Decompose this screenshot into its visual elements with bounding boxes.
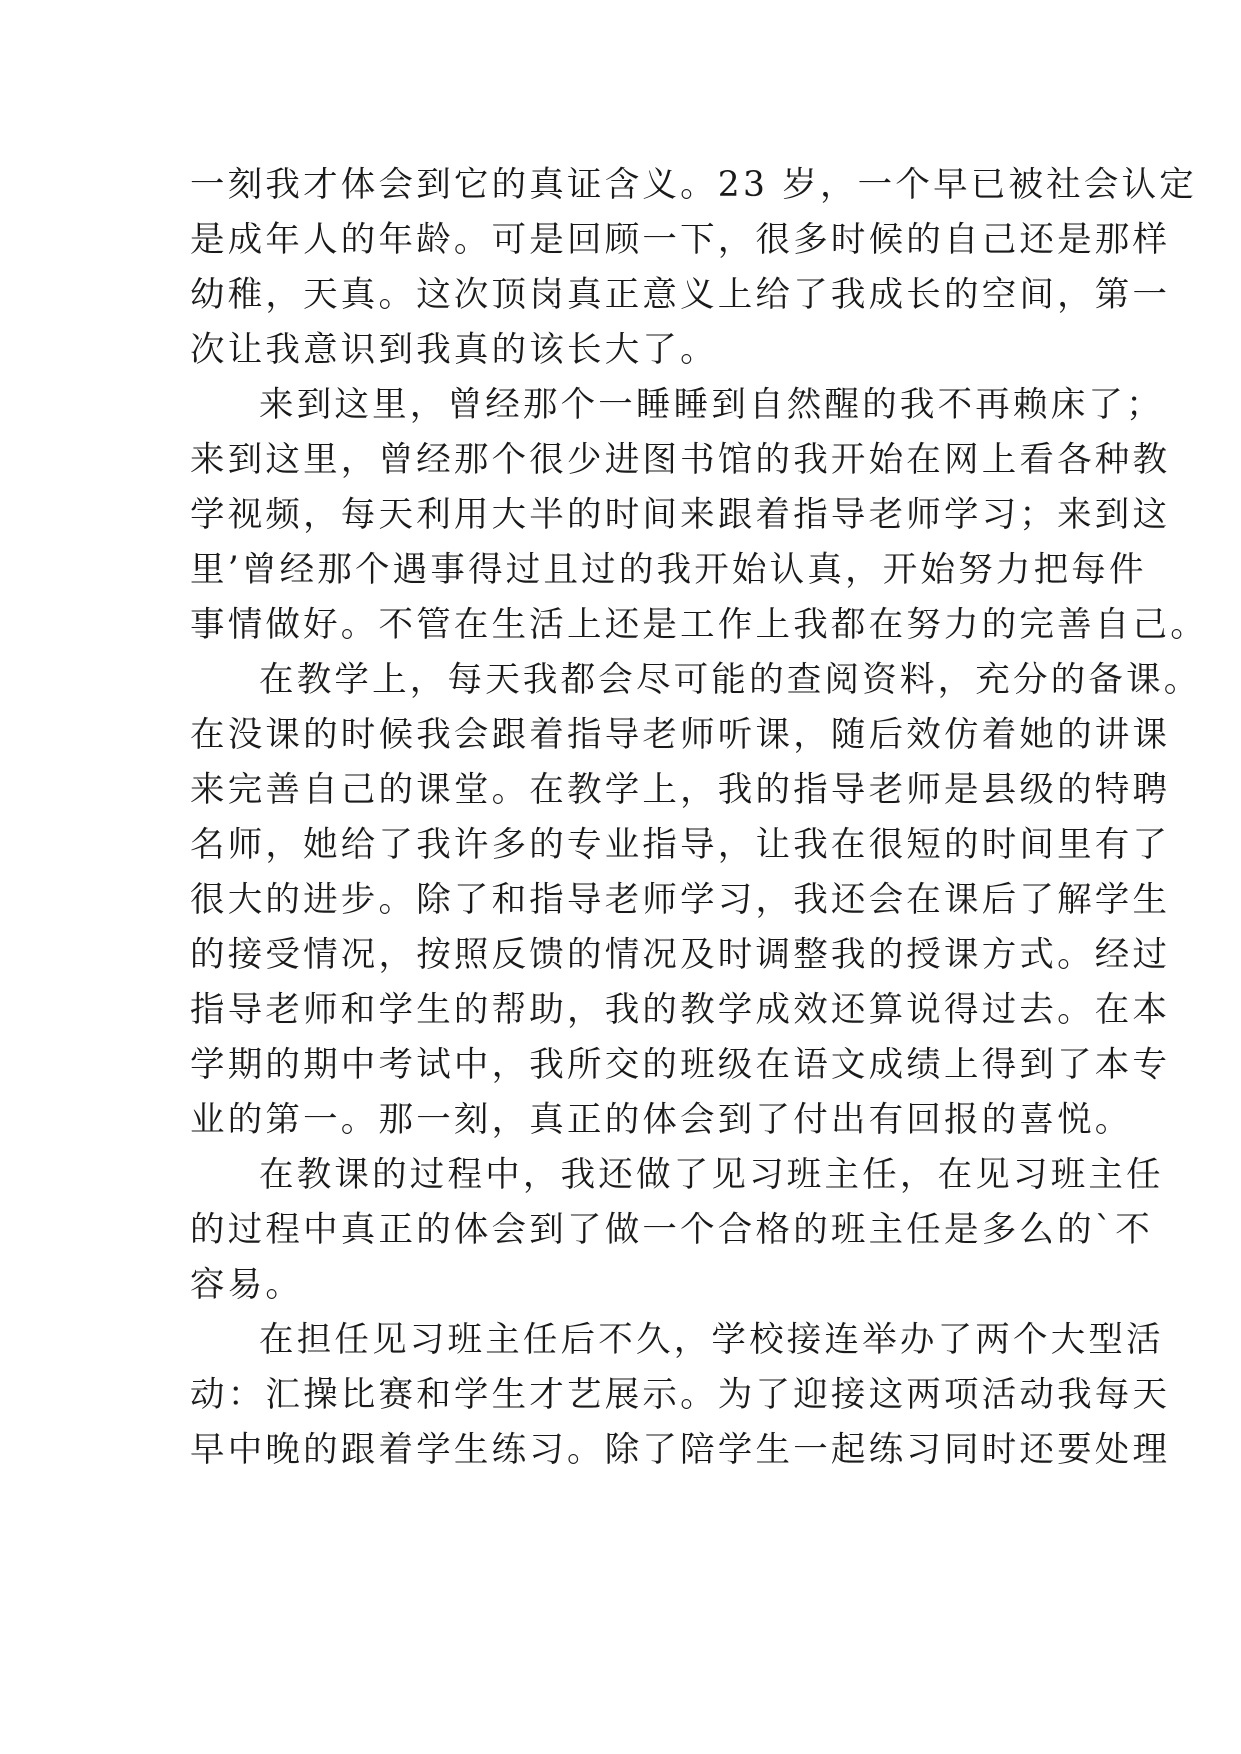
text-line: 容易。 [190,1265,304,1305]
text-line: 指导老师和学生的帮助，我的教学成效还算说得过去。在本 [190,990,1171,1030]
text-line: 里’曾经那个遇事得过且过的我开始认真，开始努力把每件 [190,550,1147,590]
text-line: 是成年人的年龄。可是回顾一下，很多时候的自己还是那样 [190,220,1171,260]
text-line: 早中晚的跟着学生练习。除了陪学生一起练习同时还要处理 [190,1430,1171,1470]
text-line: 动：汇操比赛和学生才艺展示。为了迎接这两项活动我每天 [190,1375,1171,1415]
text-line: 次让我意识到我真的该长大了。 [190,330,718,370]
text-line: 学期的期中考试中，我所交的班级在语文成绩上得到了本专 [190,1045,1171,1085]
text-line: 来到这里，曾经那个一睡睡到自然醒的我不再赖床了； [259,385,1164,425]
text-line: 的接受情况，按照反馈的情况及时调整我的授课方式。经过 [190,935,1171,975]
body-text [190,158,1208,1478]
text-line: 名师，她给了我许多的专业指导，让我在很短的时间里有了 [190,825,1171,865]
text-line: 的过程中真正的体会到了做一个合格的班主任是多么的`不 [190,1210,1153,1250]
text-line: 在教学上，每天我都会尽可能的查阅资料，充分的备课。 [259,660,1202,700]
text-line: 幼稚，天真。这次顶岗真正意义上给了我成长的空间，第一 [190,275,1171,315]
text-line: 业的第一。那一刻，真正的体会到了付出有回报的喜悦。 [190,1100,1133,1140]
text-line: 在没课的时候我会跟着指导老师听课，随后效仿着她的讲课 [190,715,1171,755]
text-line: 很大的进步。除了和指导老师学习，我还会在课后了解学生 [190,880,1171,920]
text-line: 在担任见习班主任后不久，学校接连举办了两个大型活 [259,1320,1164,1360]
text-line: 事情做好。不管在生活上还是工作上我都在努力的完善自己。 [190,605,1208,645]
text-line: 来到这里，曾经那个很少进图书馆的我开始在网上看各种教 [190,440,1171,480]
text-line: 一刻我才体会到它的真证含义。23 岁，一个早已被社会认定 [190,165,1197,205]
text-line: 在教课的过程中，我还做了见习班主任，在见习班主任 [259,1155,1164,1195]
text-line: 来完善自己的课堂。在教学上，我的指导老师是县级的特聘 [190,770,1171,810]
text-line: 学视频，每天利用大半的时间来跟着指导老师学习；来到这 [190,495,1171,535]
